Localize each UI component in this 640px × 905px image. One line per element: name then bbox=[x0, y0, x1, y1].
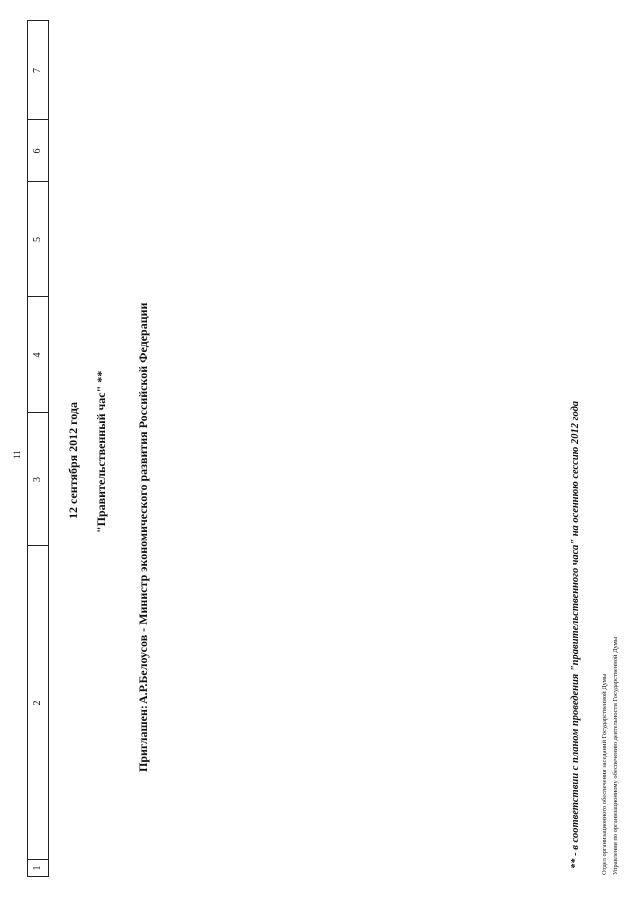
column-header-7: 7 bbox=[32, 68, 43, 73]
footnote: ** - в соответствии с планом проведения "правительственного часа" на осеннюю сессию 2012 года bbox=[570, 400, 581, 869]
invited-person: А.Р.Белоусов - Министр экономического развития Российской Федерации bbox=[136, 302, 150, 704]
session-date: 12 сентября 2012 года bbox=[66, 402, 80, 519]
invited-label: Приглашен: bbox=[136, 705, 150, 772]
column-header-3: 3 bbox=[32, 477, 43, 482]
page-number: 11 bbox=[12, 450, 22, 459]
table-header-row bbox=[27, 20, 49, 877]
department-line-2: Управления по организационному обеспечению деятельности Государственной Думы bbox=[612, 636, 619, 875]
column-header-1: 1 bbox=[32, 865, 43, 871]
department-line-1: Отдел организационного обеспечения заседаний Государственной Думы bbox=[601, 673, 608, 875]
session-title: "Правительственный час" ** bbox=[94, 370, 108, 533]
invited-row bbox=[136, 212, 152, 772]
column-header-2: 2 bbox=[32, 700, 43, 706]
column-header-5: 5 bbox=[32, 237, 43, 242]
column-header-6: 6 bbox=[32, 148, 43, 154]
column-header-4: 4 bbox=[32, 352, 43, 358]
